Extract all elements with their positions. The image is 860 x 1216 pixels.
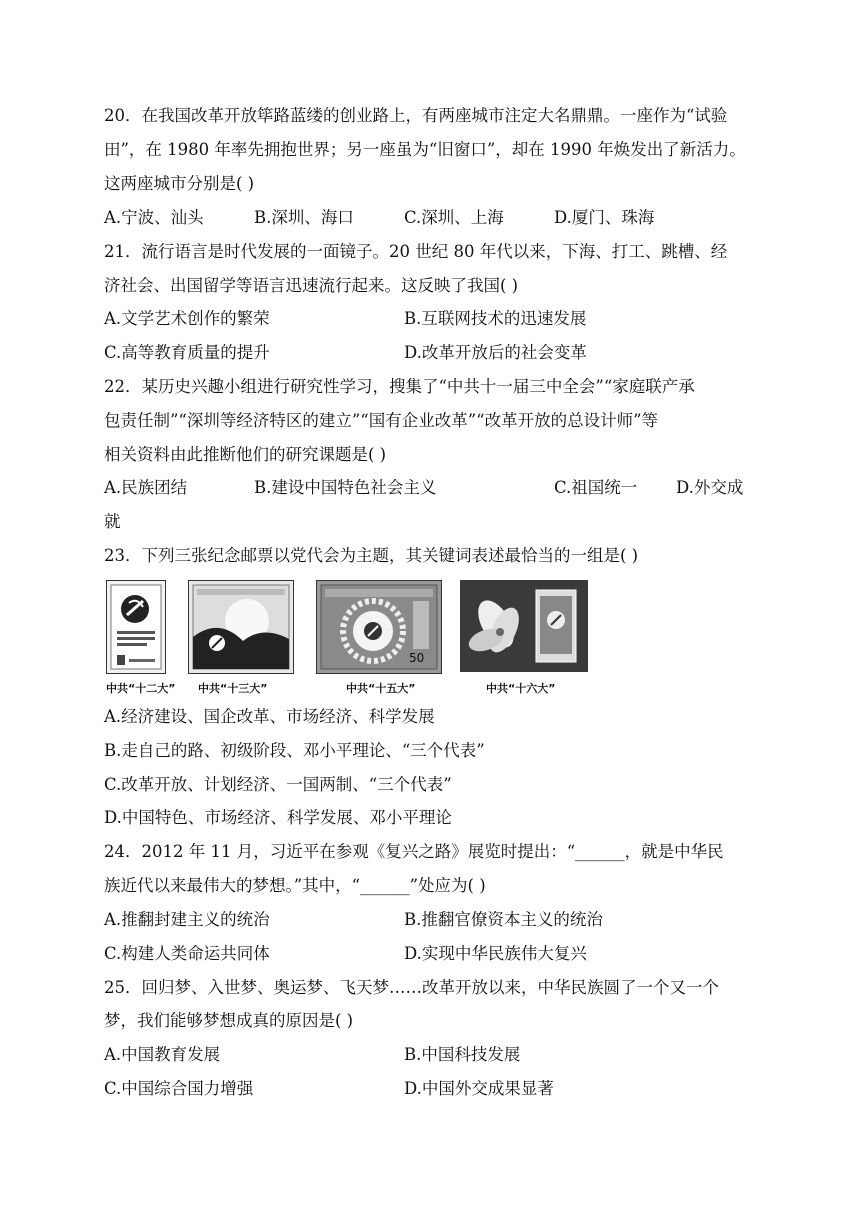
question-22-line-3: 相关资料由此推断他们的研究课题是( ) [104,445,387,464]
q22-option-d: D.外交成 [676,478,744,497]
stamp-denomination: 50 [409,651,425,665]
q22-option-b: B.建设中国特色社会主义 [254,478,437,497]
q25-option-d: D.中国外交成果显著 [404,1079,554,1098]
question-22-line-1: 22．某历史兴趣小组进行研究性学习，搜集了“中共十一届三中全会”“家庭联产承 [104,377,695,396]
q21-option-c: C.高等教育质量的提升 [104,343,270,362]
q21-option-a: A.文学艺术创作的繁荣 [104,309,270,328]
question-21-line-2: 济社会、出国留学等语言迅速流行起来。这反映了我国( ) [104,276,519,295]
stamp-caption-12: 中共“十二大” [106,682,176,695]
q23-option-c: C.改革开放、计划经济、一国两制、“三个代表” [104,775,452,794]
q25-option-b: B.中国科技发展 [404,1045,521,1064]
question-20-line-3: 这两座城市分别是( ) [104,174,255,193]
q23-option-d: D.中国特色、市场经济、科学发展、邓小平理论 [104,808,452,827]
question-21-line-1: 21．流行语言是时代发展的一面镜子。20 世纪 80 年代以来，下海、打工、跳槽、经 [104,242,728,261]
q20-option-b: B.深圳、海口 [254,208,354,227]
q25-option-c: C.中国综合国力增强 [104,1079,254,1098]
stamp-caption-16: 中共“十六大” [486,682,556,695]
stamp-16th-congress [460,580,588,672]
q22-option-a: A.民族团结 [104,478,188,497]
stamp-caption-13: 中共“十三大” [198,682,268,695]
q20-option-d: D.厦门、珠海 [554,208,655,227]
q20-option-c: C.深圳、上海 [404,208,504,227]
stamp-caption-15: 中共“十五大” [346,682,416,695]
q25-option-a: A.中国教育发展 [104,1045,221,1064]
question-24-line-2: 族近代以来最伟大的梦想。”其中，“______”处应为( ) [104,876,486,895]
q21-option-d: D.改革开放后的社会变革 [404,343,587,362]
stamp-images [104,576,594,696]
q20-option-a: A.宁波、汕头 [104,208,204,227]
stamp-12th-art [107,581,165,673]
question-24-line-1: 24．2012 年 11 月，习近平在参观《复兴之路》展览时提出：“______，就是中华民 [104,842,724,861]
question-23-line-1: 23．下列三张纪念邮票以党代会为主题，其关键词表述最恰当的一组是( ) [104,546,639,565]
question-25-line-2: 梦，我们能够梦想成真的原因是( ) [104,1011,354,1030]
q23-option-b: B.走自己的路、初级阶段、邓小平理论、“三个代表” [104,741,485,760]
q23-option-a: A.经济建设、国企改革、市场经济、科学发展 [104,707,435,726]
q21-option-b: B.互联网技术的迅速发展 [404,309,587,328]
q22-option-d-wrap: 就 [104,512,121,531]
question-25-line-1: 25．回归梦、入世梦、奥运梦、飞天梦……改革开放以来，中华民族圆了一个又一个 [104,978,719,997]
q24-option-c: C.构建人类命运共同体 [104,944,270,963]
stamp-13th-art [189,581,293,673]
stamp-13th-congress [188,580,294,674]
question-20-line-1: 20．在我国改革开放筚路蓝缕的创业路上，有两座城市注定大名鼎鼎。一座作为“试验 [104,106,728,125]
stamp-16th-art [460,580,588,672]
stamp-15th-congress [316,580,442,674]
question-20-line-2: 田”，在 1980 年率先拥抱世界；另一座虽为“旧窗口”，却在 1990 年焕发出了新活力。 [104,140,746,159]
stamp-12th-congress [106,580,166,674]
q24-option-b: B.推翻官僚资本主义的统治 [404,910,603,929]
q24-option-a: A.推翻封建主义的统治 [104,910,270,929]
question-22-line-2: 包责任制”“深圳等经济特区的建立”“国有企业改革”“改革开放的总设计师”等 [104,411,659,430]
q22-option-c: C.祖国统一 [554,478,638,497]
q24-option-d: D.实现中华民族伟大复兴 [404,944,587,963]
